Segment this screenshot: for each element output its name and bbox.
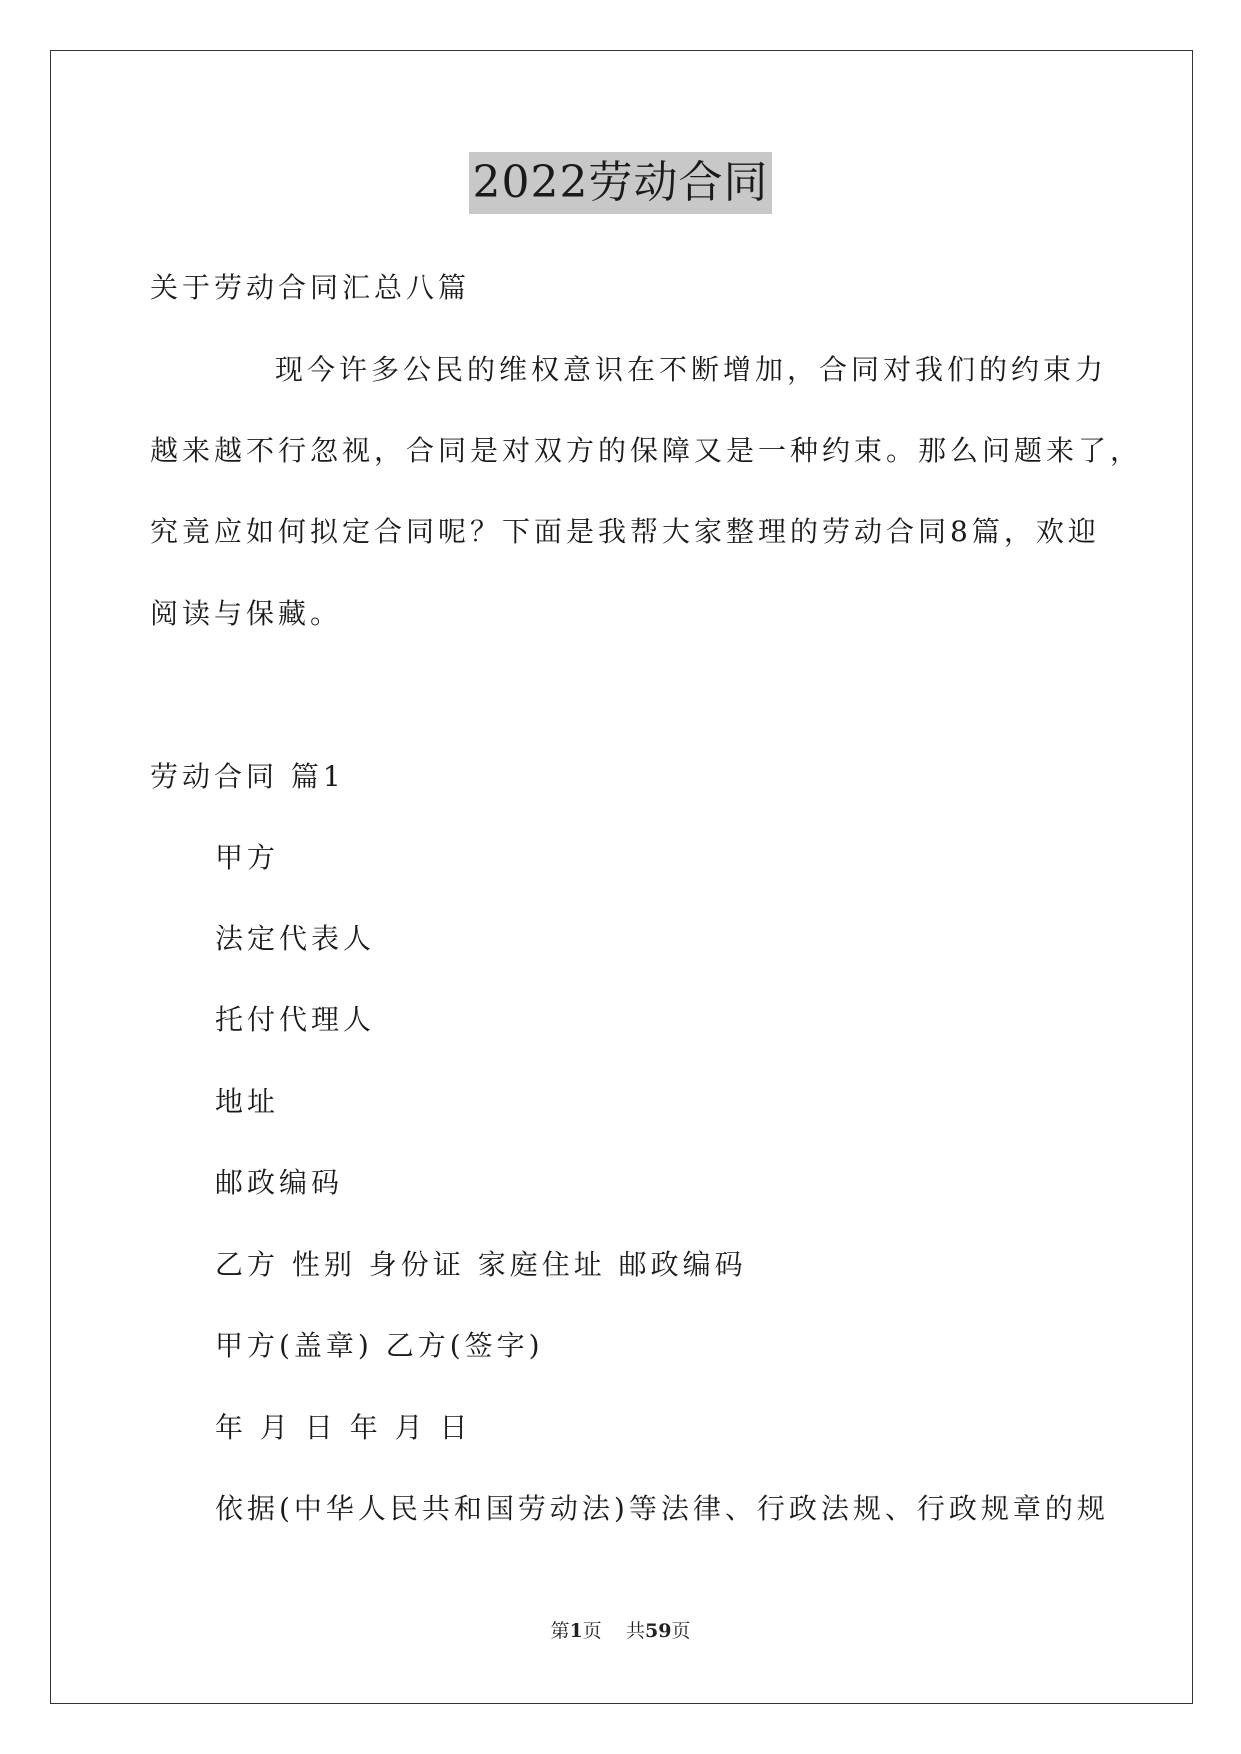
intro-line-1 (150, 350, 1107, 390)
contract-line-basis: 依据(中华人民共和国劳动法)等法律、行政法规、行政规章的规 (215, 1492, 1109, 1525)
contract-line-dates: 年 月 日 年 月 日 (215, 1411, 472, 1444)
contract-line-postcode: 邮政编码 (215, 1166, 344, 1199)
contract-line-party-a: 甲方 (215, 841, 280, 874)
intro-line-3: 究竟应如何拟定合同呢？下面是我帮大家整理的劳动合同8篇，欢迎 (150, 515, 1100, 548)
document-heading: 关于劳动合同汇总八篇 (150, 271, 471, 304)
footer-total-pages: 59 (644, 1620, 672, 1642)
footer-page-number: 1 (569, 1620, 583, 1642)
footer-page-suffix: 页 (582, 1620, 602, 1642)
intro-line-2: 越来越不行忽视，合同是对双方的保障又是一种约束。那么问题来了， (150, 434, 1143, 467)
contract-line-address: 地址 (215, 1085, 280, 1118)
footer-total-suffix: 页 (671, 1620, 691, 1642)
intro-line-4: 阅读与保藏。 (150, 597, 343, 630)
page-footer (0, 1618, 1241, 1644)
document-title-block (0, 152, 1241, 214)
footer-total-prefix: 共 (625, 1620, 645, 1642)
footer-prefix: 第 (550, 1620, 570, 1642)
section-title: 劳动合同 篇1 (150, 760, 345, 793)
intro-line-1-text: 现今许多公民的维权意识在不断增加，合同对我们的约束力 (275, 353, 1108, 386)
contract-line-legal-rep: 法定代表人 (215, 922, 376, 955)
contract-line-party-b: 乙方 性别 身份证 家庭住址 邮政编码 (215, 1248, 747, 1281)
document-title: 2022劳动合同 (469, 152, 773, 214)
contract-line-signatures: 甲方(盖章) 乙方(签字) (215, 1329, 544, 1362)
contract-line-agent: 托付代理人 (215, 1003, 376, 1036)
